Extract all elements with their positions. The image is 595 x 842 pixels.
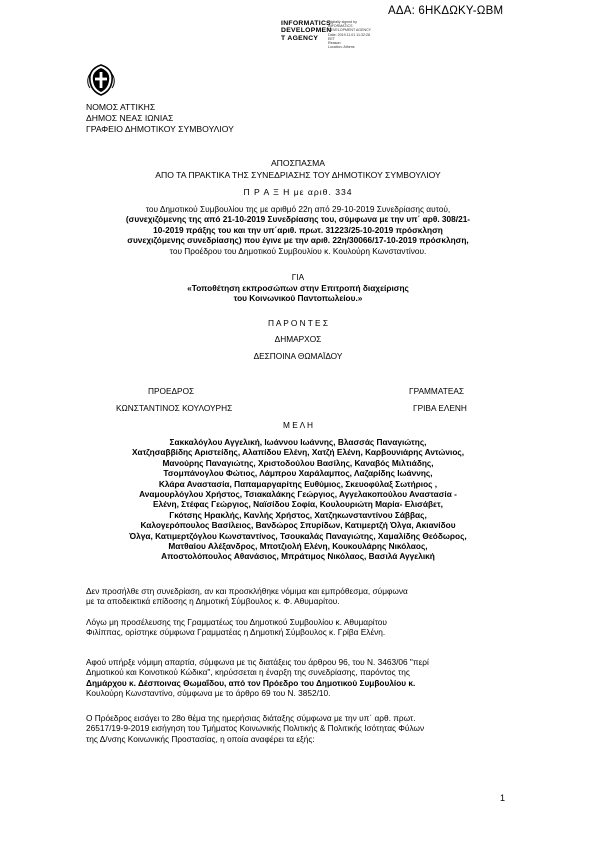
- municipality-header: [86, 102, 234, 134]
- absent-paragraph: [86, 586, 516, 607]
- signature-detail-line: Reason:: [328, 41, 342, 46]
- coat-of-arms-icon: [86, 64, 116, 96]
- secretary-line: Φιλίππας, ορίστηκε σύμφωνα Γραμματέας η Δημοτική Σύμβουλος κ. Γρίβα Ελένη.: [86, 627, 386, 638]
- members-line: Ματθαίου Αλέξανδρος, Μποτζιολή Ελένη, Κουκουλάρης Νικόλαος,: [168, 541, 428, 552]
- session-line: 10-2019 πράξης του και την υπ΄αριθ. πρωτ. 31223/25-10-2019 πρόσκληση: [153, 224, 443, 235]
- members-heading: Μ Ε Λ Η: [283, 420, 313, 430]
- signature-detail-line: Digitally signed by: [328, 20, 357, 24]
- members-line: Αναμουρλόγλου Χρήστος, Τσιακαλάκης Γεώργιος, Αγγελακοπούλου Αναστασία -: [139, 489, 457, 500]
- quorum-paragraph: [86, 657, 516, 699]
- secretary-label: ΓΡΑΜΜΑΤΕΑΣ: [409, 386, 465, 396]
- session-info: [86, 204, 510, 256]
- members-line: Σακκαλόγλου Αγγελική, Ιωάννου Ιωάννης, Βλασσάς Παναγιώτης,: [169, 437, 427, 447]
- intro-line: της Δ/νσης Κοινωνικής Προστασίας, η οποία αναφέρει τα εξής:: [86, 733, 315, 744]
- members-line: Αποστολόπουλος Αθανάσιος, Μπράτιμος Νικόλαος, Βασιλά Αγγελική: [161, 551, 435, 562]
- subject-line: «Τοποθέτηση εκπροσώπων στην Επιτροπή διαχείρισης: [187, 283, 409, 293]
- municipality-name: ΔΗΜΟΣ ΝΕΑΣ ΙΩΝΙΑΣ: [86, 112, 174, 123]
- members-line: Καλογερόπουλος Βασίλειος, Βανδώρος Σπυρίδων, Κατιμερτζή Όλγα, Ακιανίδου: [140, 520, 456, 531]
- members-line: Ελένη, Στέφας Γεώργιος, Ναϊσίδου Σοφία, Κουλουριώτη Μαρία- Ελισάβετ,: [153, 499, 443, 510]
- quorum-line: Δημοτικού και Κοινοτικού Κώδικα", κηρύσσεται η έναρξη της συνεδρίασης, παρόντος της: [86, 667, 410, 678]
- signature-logo: [281, 20, 332, 42]
- session-line: του Δημοτικού Συμβουλίου της με αριθμό 22η από 29-10-2019 Συνεδρίασης αυτού,: [145, 204, 451, 214]
- members-line: Όλγα, Κατιμερτζόγλου Κωνσταντίνος, Τσουκαλάς Παναγιώτης, Χαμαλίδης Θεόδωρος,: [129, 530, 467, 541]
- secretary-name: ΓΡΙΒΑ ΕΛΕΝΗ: [413, 403, 467, 413]
- members-line: Μανούρης Παναγιώτης, Χριστοδούλου Βασίλης, Καναβός Μιλτιάδης,: [162, 457, 434, 468]
- secretary-paragraph: [86, 617, 516, 638]
- prefecture-name: ΝΟΜΟΣ ΑΤΤΙΚΗΣ: [86, 102, 156, 112]
- president-name: ΚΩΝΣΤΑΝΤΙΝΟΣ ΚΟΥΛΟΥΡΗΣ: [116, 403, 233, 413]
- document-title: ΑΠΟΣΠΑΣΜΑ: [270, 158, 326, 168]
- quorum-line: Δημάρχου κ. Δέσποινας Θωμαΐδου, από τον Πρόεδρο του Δημοτικού Συμβουλίου κ.: [86, 677, 416, 688]
- intro-line: 26517/19-9-2019 εισήγηση του Τμήματος Κοινωνικής Πολιτικής & Πολιτικής Ισότητας Φύλων: [86, 723, 425, 734]
- secretary-line: Λόγω μη προσέλευσης της Γραμματέως του Δημοτικού Συμβουλίου κ. Αθυμαρίτου: [86, 617, 387, 627]
- members-line: Κλάρα Αναστασία, Παπαμαργαρίτης Ευθύμιος, Σκευοφύλαξ Σωτήριος ,: [158, 478, 438, 489]
- present-heading: Π Α Ρ Ο Ν Τ Ε Σ: [267, 318, 328, 328]
- signature-detail-line: EET: [328, 36, 335, 41]
- subject-line: του Κοινωνικού Παντοπωλείου.»: [233, 293, 363, 304]
- absent-line: Δεν προσήλθε στη συνεδρίαση, αν και προσκλήθηκε νόμιμα και εμπρόθεσμα, σύμφωνα: [86, 586, 408, 596]
- mayor-label: ΔΗΜΑΡΧΟΣ: [274, 334, 322, 344]
- mayor-name: ΔΕΣΠΟΙΝΑ ΘΩΜΑΪΔΟΥ: [253, 351, 343, 361]
- members-line: Τσομπάνογλου Φώτιος, Λάμπρου Χαράλαμπος, Λαζαρίδης Ιωάννης,: [163, 468, 433, 479]
- office-name: ΓΡΑΦΕΙΟ ΔΗΜΟΤΙΚΟΥ ΣΥΜΒΟΥΛΙΟΥ: [86, 123, 234, 134]
- signature-logo-line: T AGENCY: [281, 34, 319, 42]
- decision-number: Π Ρ Α Ξ Η με αριθ. 334: [243, 187, 353, 197]
- session-line: του Προέδρου του Δημοτικού Συμβουλίου κ. Κουλούρη Κωνσταντίνου.: [169, 245, 427, 256]
- members-list: [86, 437, 510, 562]
- document-subtitle: ΑΠΟ ΤΑ ΠΡΑΚΤΙΚΑ ΤΗΣ ΣΥΝΕΔΡΙΑΣΗΣ ΤΟΥ ΔΗΜΟΤΙΚΟΥ ΣΥΜΒΟΥΛΙΟΥ: [155, 170, 441, 180]
- signature-detail-line: DEVELOPMENT AGENCY: [328, 28, 372, 33]
- intro-line: Ο Πρόεδρος εισάγει το 28ο θέμα της ημερήσιας διάταξης σύμφωνα με την υπ΄ αρθ. πρωτ.: [86, 713, 416, 723]
- members-line: Γκότσης Ηρακλής, Κανλής Χρήστος, Χατζηκωνσταντίνου Σάββας,: [169, 509, 427, 520]
- president-label: ΠΡΟΕΔΡΟΣ: [148, 386, 195, 396]
- subject: [86, 283, 510, 304]
- members-line: Χατζησαββίδης Αριστείδης, Αλαπίδου Ελένη, Χατζή Ελένη, Καρβουνιάρης Αντώνιος,: [131, 447, 465, 458]
- absent-line: με τα αποδεικτικά επίδοσης η Δημοτική Σύμβουλος κ. Φ. Αθυμαρίτου.: [86, 596, 340, 607]
- session-line: συνεχιζόμενης συνεδρίασης) που έγινε με την αριθ. 22η/30066/17-10-2019 πρόσκληση,: [127, 235, 469, 246]
- session-line: (συνεχιζόμενης της από 21-10-2019 Συνεδρίασης του, σύμφωνα με την υπ΄ αρθ. 308/21-: [125, 214, 471, 225]
- intro-paragraph: [86, 713, 516, 744]
- ada-code: ΑΔΑ: 6ΗΚΔΩΚΥ-ΩΒΜ: [388, 5, 504, 17]
- signature-detail-line: Location: Athens: [328, 45, 355, 50]
- quorum-line: Κουλούρη Κωνσταντίνο, σύμφωνα με το άρθρο 69 του Ν. 3852/10.: [86, 688, 331, 699]
- page-number: 1: [500, 793, 506, 803]
- subject-prefix: ΓΙΑ: [291, 272, 305, 282]
- digital-signature-details: [328, 20, 388, 49]
- signature-detail-line: INFORMATICS: [328, 24, 353, 29]
- quorum-line: Αφού υπήρξε νόμιμη απαρτία, σύμφωνα με τις διατάξεις του άρθρου 96, του Ν. 3463/06 "περί: [86, 657, 429, 667]
- signature-detail-line: Date: 2019.11.01 11:32:28: [328, 32, 371, 37]
- signature-logo-line: INFORMATICS: [281, 20, 331, 27]
- signature-logo-line: DEVELOPMEN: [281, 27, 332, 35]
